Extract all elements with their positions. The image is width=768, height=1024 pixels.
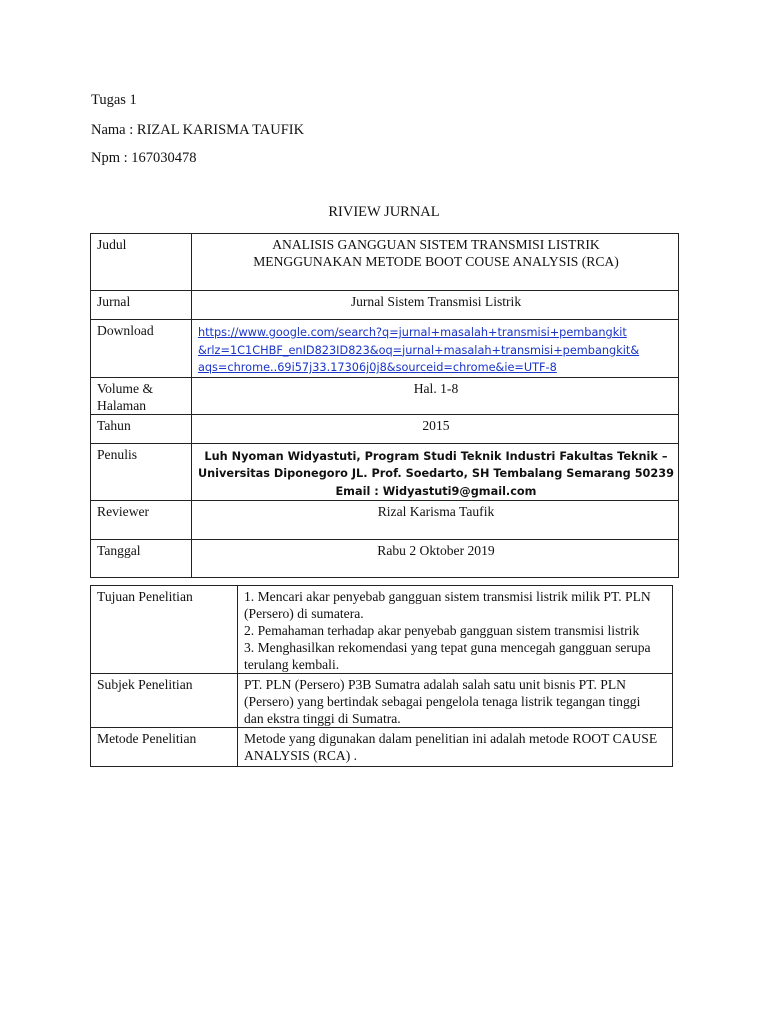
- value-jurnal: Jurnal Sistem Transmisi Listrik: [191, 291, 678, 320]
- row-penulis: [91, 443, 679, 501]
- student-npm: Npm : 167030478: [91, 150, 197, 166]
- metode-line-2: ANALYSIS (RCA) .: [244, 748, 358, 763]
- row-jurnal: [91, 291, 679, 320]
- subjek-line-2: (Persero) yang bertindak sebagai pengelola tenaga listrik tegangan tinggi: [244, 694, 641, 709]
- judul-line-2: MENGGUNAKAN METODE BOOT COUSE ANALYSIS (RCA): [253, 254, 619, 269]
- label-subjek: Subjek Penelitian: [91, 674, 238, 728]
- row-volume: [91, 377, 679, 414]
- subjek-line-1: PT. PLN (Persero) P3B Sumatra adalah salah satu unit bisnis PT. PLN: [244, 677, 626, 692]
- penulis-line-3: Email : Widyastuti9@gmail.com: [335, 484, 537, 498]
- label-judul: Judul: [91, 234, 192, 291]
- document-title: RIVIEW JURNAL: [328, 204, 440, 220]
- row-tanggal: [91, 540, 679, 578]
- row-tahun: [91, 414, 679, 443]
- label-penulis: Penulis: [91, 443, 192, 501]
- row-judul: [91, 234, 679, 291]
- row-metode: [91, 728, 673, 767]
- review-table: [90, 233, 679, 578]
- download-link-line-2[interactable]: &rlz=1C1CHBF_enID823ID823&oq=jurnal+masalah+transmisi+pembangkit&: [197, 343, 640, 357]
- value-tahun: 2015: [191, 414, 678, 443]
- metode-line-1: Metode yang digunakan dalam penelitian ini adalah metode ROOT CAUSE: [244, 731, 658, 746]
- value-volume: Hal. 1-8: [191, 377, 678, 414]
- row-subjek: [91, 674, 673, 728]
- row-reviewer: [91, 501, 679, 540]
- value-judul: [191, 234, 678, 291]
- value-tanggal: Rabu 2 Oktober 2019: [191, 540, 678, 578]
- tujuan-line-4: 3. Menghasilkan rekomendasi yang tepat guna mencegah gangguan serupa: [244, 640, 651, 655]
- label-metode: Metode Penelitian: [91, 728, 238, 767]
- value-subjek: [238, 674, 673, 728]
- subjek-line-3: dan ekstra tinggi di Sumatra.: [244, 711, 401, 726]
- label-volume: Volume & Halaman: [91, 377, 192, 414]
- label-tanggal: Tanggal: [91, 540, 192, 578]
- value-metode: [238, 728, 673, 767]
- label-download: Download: [91, 320, 192, 378]
- value-penulis: [191, 443, 678, 501]
- tujuan-line-1: 1. Mencari akar penyebab gangguan sistem transmisi listrik milik PT. PLN: [244, 589, 651, 604]
- student-name: Nama : RIZAL KARISMA TAUFIK: [91, 122, 305, 138]
- research-table: [90, 585, 673, 767]
- row-download: [91, 320, 679, 378]
- download-link-line-3[interactable]: aqs=chrome..69i57j33.17306j0j8&sourceid=chrome&ie=UTF-8: [197, 361, 557, 374]
- assignment-label: Tugas 1: [91, 92, 137, 108]
- penulis-line-2: Universitas Diponegoro JL. Prof. Soedarto, SH Tembalang Semarang 50239: [197, 467, 674, 480]
- judul-line-1: ANALISIS GANGGUAN SISTEM TRANSMISI LISTRIK: [272, 237, 600, 252]
- value-tujuan: [238, 586, 673, 674]
- value-download: [191, 320, 678, 378]
- label-tahun: Tahun: [91, 414, 192, 443]
- value-reviewer: Rizal Karisma Taufik: [191, 501, 678, 540]
- label-reviewer: Reviewer: [91, 501, 192, 540]
- label-jurnal: Jurnal: [91, 291, 192, 320]
- tujuan-line-5: terulang kembali.: [244, 657, 340, 672]
- label-tujuan: Tujuan Penelitian: [91, 586, 238, 674]
- row-tujuan: [91, 586, 673, 674]
- tujuan-line-3: 2. Pemahaman terhadap akar penyebab gangguan sistem transmisi listrik: [244, 623, 640, 638]
- penulis-line-1: Luh Nyoman Widyastuti, Program Studi Teknik Industri Fakultas Teknik –: [204, 449, 668, 463]
- tujuan-line-2: (Persero) di sumatera.: [244, 606, 364, 621]
- download-link-line-1[interactable]: https://www.google.com/search?q=jurnal+masalah+transmisi+pembangkit: [197, 326, 627, 339]
